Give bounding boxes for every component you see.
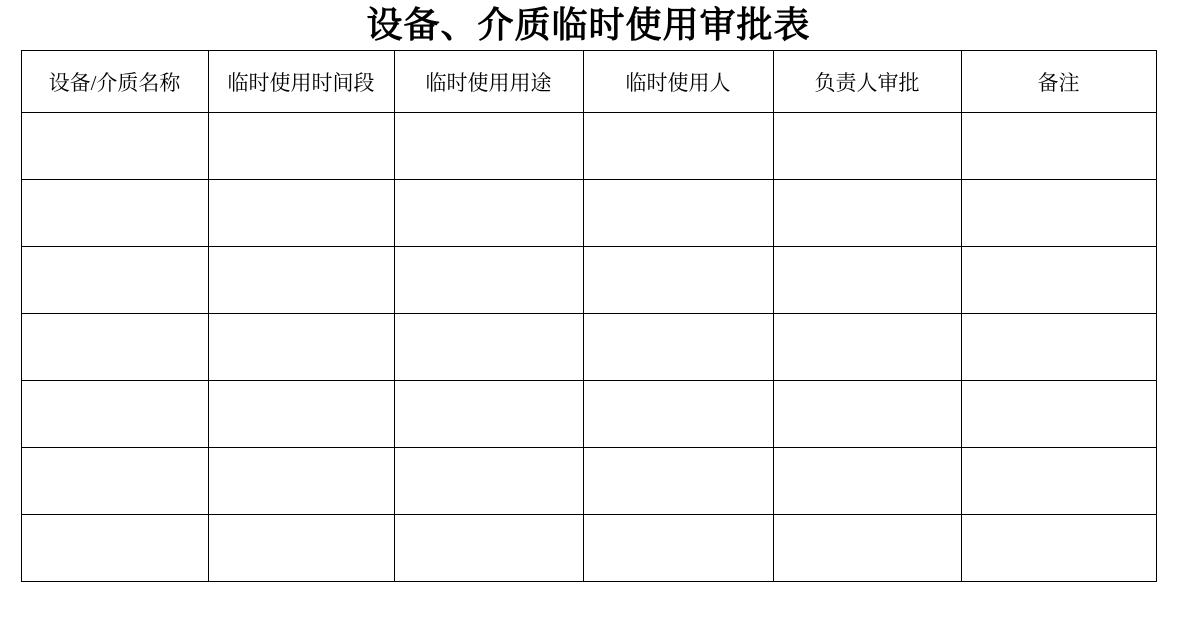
table-cell: [773, 247, 961, 314]
table-row: [21, 515, 1156, 582]
table-cell: [208, 515, 394, 582]
table-cell: [773, 515, 961, 582]
table-cell: [961, 381, 1156, 448]
table-row: [21, 180, 1156, 247]
column-header-remarks: 备注: [961, 51, 1156, 113]
table-cell: [961, 314, 1156, 381]
table-body: [21, 113, 1156, 582]
table-cell: [583, 113, 773, 180]
approval-table: [21, 50, 1157, 582]
table-row: [21, 247, 1156, 314]
table-cell: [773, 314, 961, 381]
table-cell: [394, 180, 583, 247]
table-cell: [583, 314, 773, 381]
document-page: [0, 4, 1177, 582]
table-cell: [21, 247, 208, 314]
table-cell: [208, 314, 394, 381]
table-cell: [773, 381, 961, 448]
table-cell: [208, 381, 394, 448]
table-cell: [961, 180, 1156, 247]
table-cell: [773, 180, 961, 247]
table-cell: [21, 113, 208, 180]
table-cell: [208, 448, 394, 515]
column-header-device-media-name: 设备/介质名称: [21, 51, 208, 113]
table-row: [21, 448, 1156, 515]
table-cell: [583, 381, 773, 448]
table-cell: [394, 515, 583, 582]
table-cell: [583, 247, 773, 314]
table-cell: [21, 381, 208, 448]
table-row: [21, 113, 1156, 180]
column-header-temporary-user: 临时使用人: [583, 51, 773, 113]
table-cell: [394, 381, 583, 448]
table-cell: [208, 113, 394, 180]
table-cell: [21, 180, 208, 247]
table-cell: [394, 448, 583, 515]
table-cell: [394, 247, 583, 314]
table-cell: [961, 448, 1156, 515]
column-header-temporary-use-purpose: 临时使用用途: [394, 51, 583, 113]
column-header-responsible-approval: 负责人审批: [773, 51, 961, 113]
table-cell: [773, 113, 961, 180]
table-cell: [961, 113, 1156, 180]
table-cell: [961, 515, 1156, 582]
table-cell: [208, 180, 394, 247]
table-cell: [21, 515, 208, 582]
table-cell: [961, 247, 1156, 314]
table-cell: [583, 515, 773, 582]
table-cell: [21, 314, 208, 381]
table-cell: [394, 314, 583, 381]
table-cell: [208, 247, 394, 314]
table-row: [21, 381, 1156, 448]
page-title: 设备、介质临时使用审批表: [366, 5, 811, 45]
table-cell: [21, 448, 208, 515]
table-cell: [394, 113, 583, 180]
table-header-row: [21, 51, 1156, 113]
table-cell: [773, 448, 961, 515]
table-cell: [583, 448, 773, 515]
table-cell: [583, 180, 773, 247]
table-row: [21, 314, 1156, 381]
column-header-temporary-use-period: 临时使用时间段: [208, 51, 394, 113]
